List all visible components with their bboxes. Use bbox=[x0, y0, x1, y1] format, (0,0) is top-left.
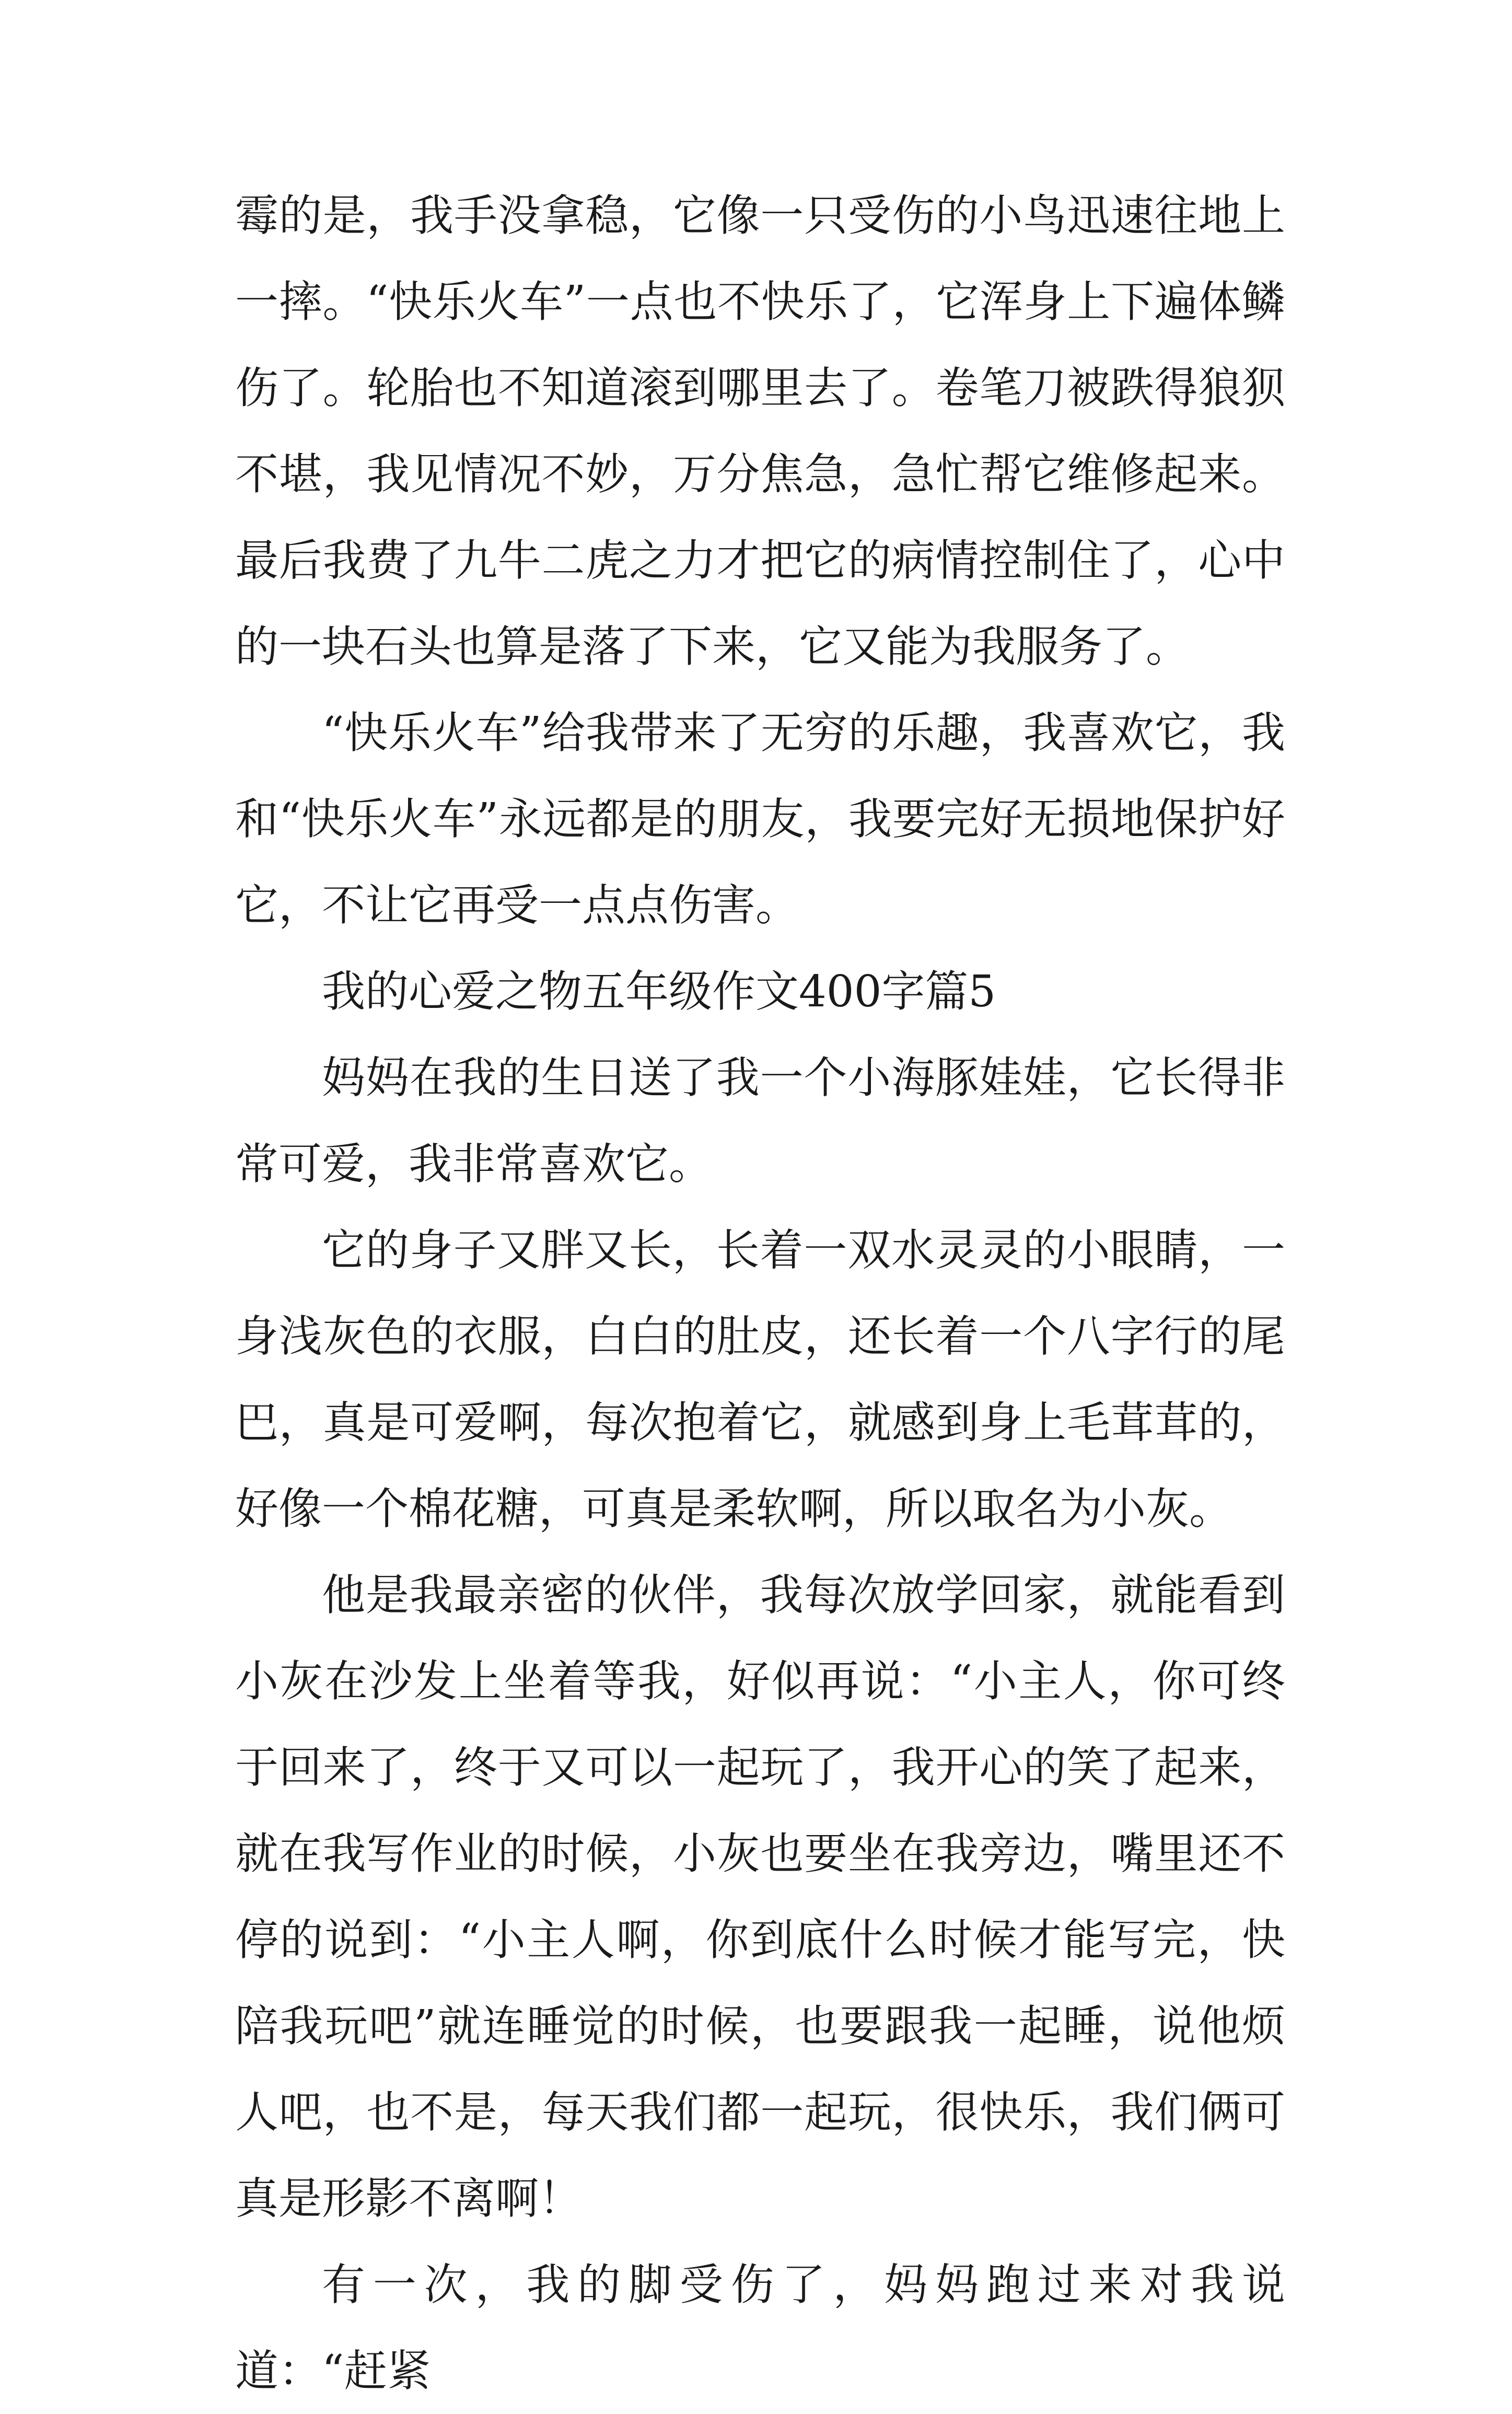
section-heading: 我的心爱之物五年级作文400字篇5 bbox=[322, 966, 996, 1017]
paragraph-3: 妈妈在我的生日送了我一个小海豚娃娃，它长得非常可爱，我非常喜欢它。 bbox=[235, 1052, 1285, 1189]
essay-text bbox=[235, 172, 1285, 2414]
paragraph-4: 它的身子又胖又长，长着一双水灵灵的小眼睛，一身浅灰色的衣服，白白的肚皮，还长着一个八字行的尾巴，真是可爱啊，每次抱着它，就感到身上毛茸茸的，好像一个棉花糖，可真是柔软啊，所以取名为小灰。 bbox=[235, 1225, 1285, 1534]
paragraph-5: 他是我最亲密的伙伴，我每次放学回家，就能看到小灰在沙发上坐着等我，好似再说：“小主人，你可终于回来了，终于又可以一起玩了，我开心的笑了起来，就在我写作业的时候，小灰也要坐在我旁边，嘴里还不停的说到：“小主人啊，你到底什么时候才能写完，快陪我玩吧”就连睡觉的时候，也要跟我一起睡，说他烦人吧，也不是，每天我们都一起玩，很快乐，我们俩可真是形影不离啊！ bbox=[235, 1570, 1285, 2224]
paragraph-6: 有一次，我的脚受伤了，妈妈跑过来对我说道：“赶紧 bbox=[235, 2259, 1285, 2396]
paragraph-2: “快乐火车”给我带来了无穷的乐趣，我喜欢它，我和“快乐火车”永远都是的朋友，我要完好无损地保护好它，不让它再受一点点伤害。 bbox=[235, 707, 1285, 931]
paragraph-1: 霉的是，我手没拿稳，它像一只受伤的小鸟迅速往地上一摔。“快乐火车”一点也不快乐了，它浑身上下遍体鳞伤了。轮胎也不知道滚到哪里去了。卷笔刀被跌得狼狈不堪，我见情况不妙，万分焦急，急忙帮它维修起来。最后我费了九牛二虎之力才把它的病情控制住了，心中的一块石头也算是落了下来，它又能为我服务了。 bbox=[235, 190, 1285, 672]
